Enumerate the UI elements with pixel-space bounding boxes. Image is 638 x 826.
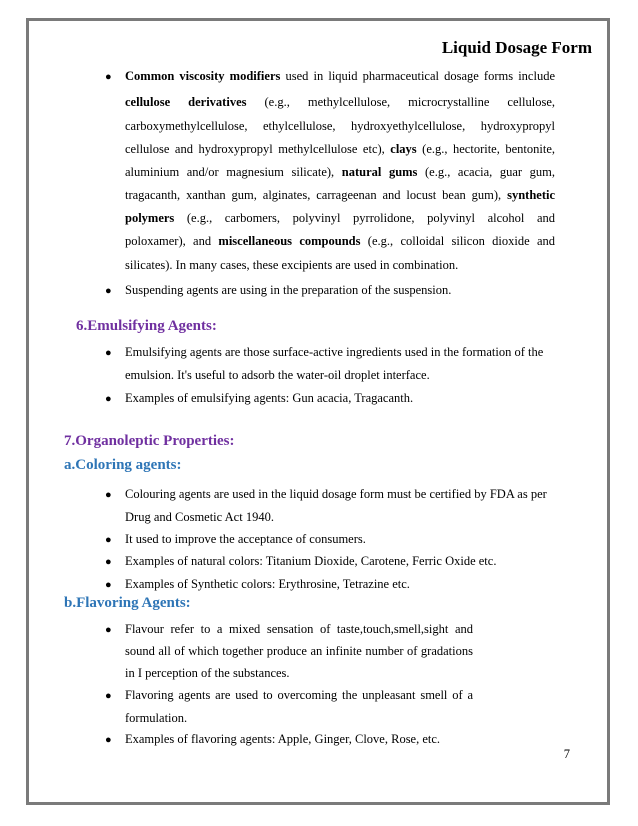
text-line: silicates). In many cases, these excipients are used in combination.: [125, 258, 459, 272]
text-line: Drug and Cosmetic Act 1940.: [125, 510, 274, 524]
text-line: Examples of Synthetic colors: Erythrosine, Tetrazine etc.: [125, 577, 410, 591]
text-line: cellulose and hydroxypropyl methylcellulose etc), clays (e.g., hectorite, bentonite,: [125, 142, 555, 156]
bullet: ●: [105, 347, 112, 359]
text-line: formulation.: [125, 711, 188, 725]
text-line: emulsion. It's useful to adsorb the water-oil droplet interface.: [125, 368, 430, 382]
section-heading-emulsifying: 6.Emulsifying Agents:: [76, 318, 217, 334]
text-line: aluminium and/or magnesium silicate), natural gums (e.g., acacia, guar gum,: [125, 165, 556, 179]
page-number: 7: [563, 747, 570, 761]
subheading-flavoring: b.Flavoring Agents:: [64, 595, 191, 611]
bullet: ●: [105, 71, 112, 83]
bullet: ●: [105, 534, 112, 546]
text-line: It used to improve the acceptance of consumers.: [125, 532, 366, 546]
text-line: polymers (e.g., carbomers, polyvinyl pyrrolidone, polyvinyl alcohol and: [125, 211, 555, 225]
page-header-title: Liquid Dosage Form: [441, 38, 592, 57]
text-line: Flavour refer to a mixed sensation of taste,touch,smell,sight and: [125, 622, 473, 636]
bullet: ●: [105, 285, 112, 297]
text-line: Flavoring agents are used to overcoming the unpleasant smell of a: [125, 688, 473, 702]
bullet: ●: [105, 489, 112, 501]
bullet: ●: [105, 393, 112, 405]
bullet: ●: [105, 734, 112, 746]
subheading-coloring: a.Coloring agents:: [64, 457, 182, 473]
text-line: in I perception of the substances.: [125, 666, 290, 680]
text-line: poloxamer), and miscellaneous compounds (e.g., colloidal silicon dioxide and: [125, 234, 555, 248]
bullet: ●: [105, 690, 112, 702]
text-line: Examples of emulsifying agents: Gun acacia, Tragacanth.: [125, 391, 414, 405]
text-line: sound all of which together produce an infinite number of gradations: [125, 644, 473, 658]
text-line: Examples of flavoring agents: Apple, Ginger, Clove, Rose, etc.: [125, 732, 441, 746]
text-line: Colouring agents are used in the liquid dosage form must be certified by FDA as per: [125, 487, 547, 501]
text-line: Common viscosity modifiers used in liquid pharmaceutical dosage forms include: [125, 69, 556, 83]
bullet: ●: [105, 556, 112, 568]
bullet: ●: [105, 579, 112, 591]
text-line: Emulsifying agents are those surface-active ingredients used in the formation of the: [125, 345, 544, 359]
text-line: tragacanth, xanthan gum, alginates, carrageenan and locust bean gum), synthetic: [125, 188, 556, 202]
bullet: ●: [105, 624, 112, 636]
text-line: Examples of natural colors: Titanium Dioxide, Carotene, Ferric Oxide etc.: [125, 554, 497, 568]
section-heading-organoleptic: 7.Organoleptic Properties:: [64, 433, 235, 449]
text-line: cellulose derivatives (e.g., methylcellulose, microcrystalline cellulose,: [125, 95, 555, 109]
text-line: carboxymethylcellulose, ethylcellulose, hydroxyethylcellulose, hydroxypropyl: [125, 119, 555, 133]
text-line: Suspending agents are using in the preparation of the suspension.: [125, 283, 452, 297]
